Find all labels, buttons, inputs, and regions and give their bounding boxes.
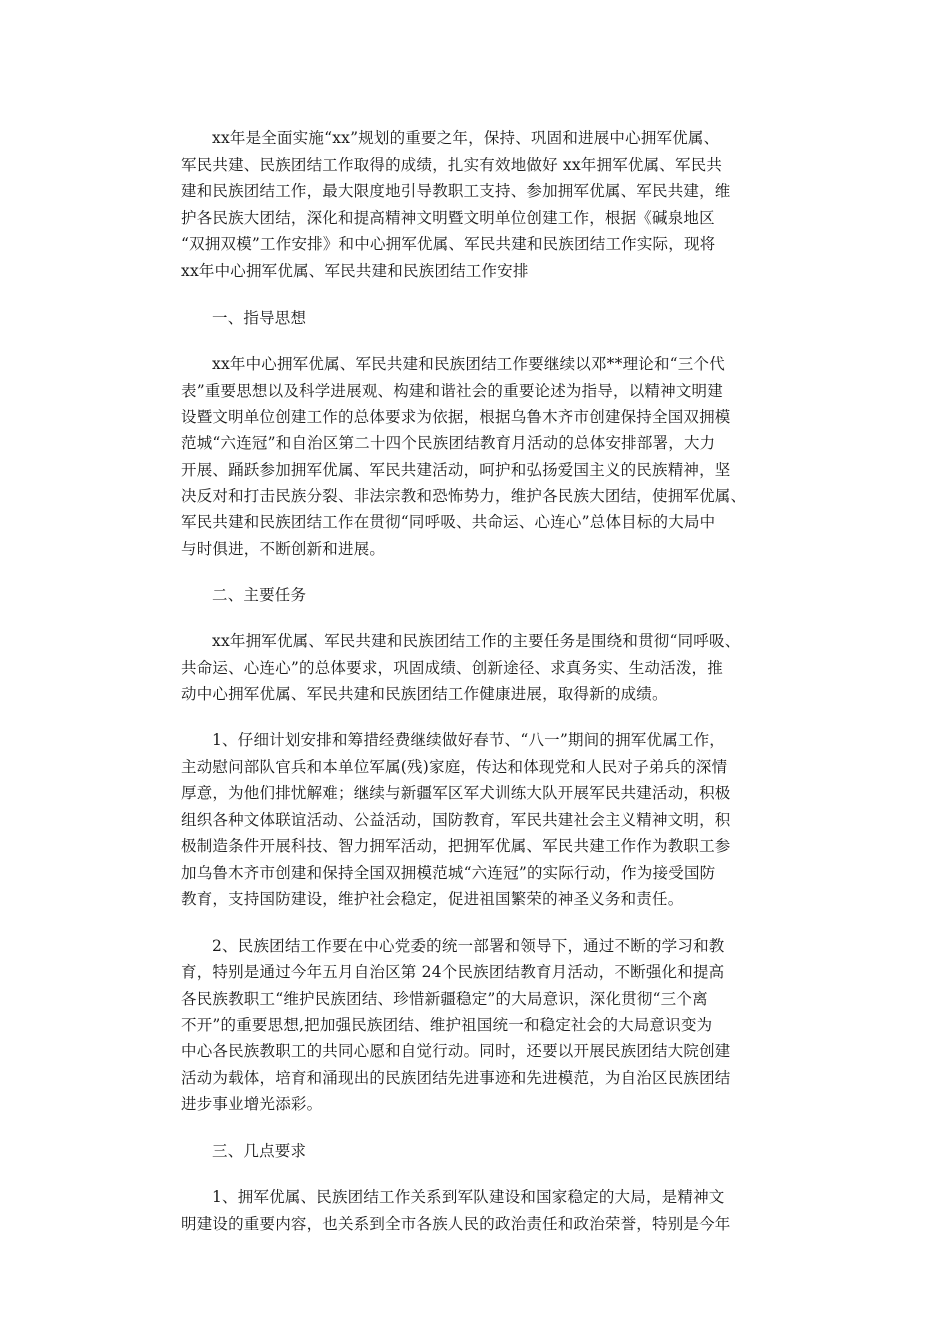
paragraph-line: 1、拥军优属、民族团结工作关系到军队建设和国家稳定的大局，是精神文	[212, 1188, 725, 1206]
paragraph-line: 育，特别是通过今年五月自治区第 24个民族团结教育月活动，不断强化和提高	[181, 963, 725, 981]
section-heading: 三、几点要求	[212, 1142, 307, 1160]
paragraph-line: 进步事业增光添彩。	[181, 1095, 323, 1113]
paragraph-line: 共命运、心连心”的总体要求，巩固成绩、创新途径、求真务实、生动活泼，推	[181, 659, 723, 677]
paragraph-line: 加乌鲁木齐市创建和保持全国双拥模范城“六连冠”的实际行动，作为接受国防	[181, 864, 716, 882]
paragraph-line: xx年拥军优属、军民共建和民族团结工作的主要任务是围绕和贯彻“同呼吸、	[212, 632, 741, 650]
paragraph-line: 表”重要思想以及科学进展观、构建和谐社会的重要论述为指导，以精神文明建	[181, 382, 723, 400]
paragraph-line: 军民共建和民族团结工作在贯彻“同呼吸、共命运、心连心”总体目标的大局中	[181, 513, 716, 531]
paragraph-line: 开展、踊跃参加拥军优属、军民共建活动，呵护和弘扬爱国主义的民族精神，坚	[181, 461, 731, 479]
paragraph-line: 2、民族团结工作要在中心党委的统一部署和领导下，通过不断的学习和教	[212, 937, 725, 955]
paragraph-line: xx年中心拥军优属、军民共建和民族团结工作要继续以邓**理论和“三个代	[212, 355, 725, 373]
paragraph-line: 活动为载体，培育和涌现出的民族团结先进事迹和先进模范，为自治区民族团结	[181, 1069, 731, 1087]
paragraph-line: xx年是全面实施“xx”规划的重要之年，保持、巩固和进展中心拥军优属、	[212, 129, 720, 147]
paragraph-line: 厚意，为他们排忧解难；继续与新疆军区军犬训练大队开展军民共建活动，积极	[181, 784, 731, 802]
paragraph-line: 各民族教职工“维护民族团结、珍惜新疆稳定”的大局意识，深化贯彻“三个离	[181, 990, 708, 1008]
paragraph-line: 主动慰问部队官兵和本单位军属(残)家庭，传达和体现党和人民对子弟兵的深情	[181, 758, 728, 776]
paragraph-line: “双拥双模”工作安排》和中心拥军优属、军民共建和民族团结工作实际，现将	[181, 235, 716, 253]
paragraph-line: 中心各民族教职工的共同心愿和自觉行动。同时，还要以开展民族团结大院创建	[181, 1042, 731, 1060]
paragraph-line: 建和民族团结工作，最大限度地引导教职工支持、参加拥军优属、军民共建，维	[181, 182, 731, 200]
paragraph-line: 护各民族大团结，深化和提高精神文明暨文明单位创建工作，根据《碱泉地区	[181, 209, 715, 227]
section-heading: 二、主要任务	[212, 586, 307, 604]
paragraph-line: 范城“六连冠”和自治区第二十四个民族团结教育月活动的总体安排部署，大力	[181, 434, 716, 452]
paragraph-line: 组织各种文体联谊活动、公益活动，国防教育，军民共建社会主义精神文明，积	[181, 811, 731, 829]
paragraph-line: 明建设的重要内容，也关系到全市各族人民的政治责任和政治荣誉，特别是今年	[181, 1215, 731, 1233]
paragraph-line: 决反对和打击民族分裂、非法宗教和恐怖势力，维护各民族大团结，使拥军优属、	[181, 487, 747, 505]
paragraph-line: 不开”的重要思想,把加强民族团结、维护祖国统一和稳定社会的大局意识变为	[181, 1016, 713, 1034]
paragraph-line: 动中心拥军优属、军民共建和民族团结工作健康进展，取得新的成绩。	[181, 685, 668, 703]
paragraph-line: 与时俱进，不断创新和进展。	[181, 540, 386, 558]
section-heading: 一、指导思想	[212, 309, 307, 327]
paragraph-line: 极制造条件开展科技、智力拥军活动，把拥军优属、军民共建工作作为教职工参	[181, 837, 731, 855]
paragraph-line: 设暨文明单位创建工作的总体要求为依据，根据乌鲁木齐市创建保持全国双拥模	[181, 408, 731, 426]
paragraph-line: 军民共建、民族团结工作取得的成绩，扎实有效地做好 xx年拥军优属、军民共	[181, 156, 723, 174]
paragraph-line: xx年中心拥军优属、军民共建和民族团结工作安排	[181, 262, 529, 280]
paragraph-line: 教育，支持国防建设，维护社会稳定，促进祖国繁荣的神圣义务和责任。	[181, 890, 684, 908]
paragraph-line: 1、仔细计划安排和筹措经费继续做好春节、“八一”期间的拥军优属工作，	[212, 731, 726, 749]
